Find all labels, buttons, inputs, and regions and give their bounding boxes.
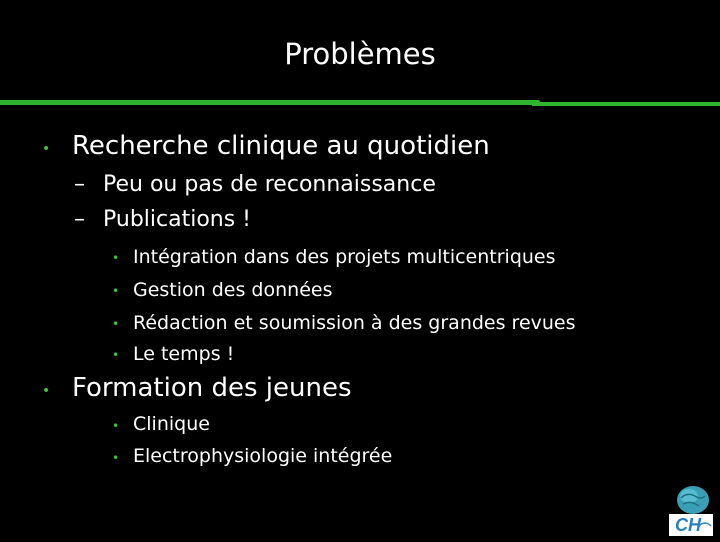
bullet-icon: •	[112, 284, 120, 298]
bullet-recherche-clinique: Recherche clinique au quotidien	[72, 131, 490, 161]
title-underline-right	[532, 102, 720, 106]
bullet-icon: •	[112, 451, 120, 465]
subitem-clinique: Clinique	[133, 413, 210, 435]
bullet-icon: •	[112, 348, 120, 362]
dash-icon: –	[74, 207, 85, 232]
subitem-reconnaissance: Peu ou pas de reconnaissance	[103, 172, 436, 197]
bullet-icon: •	[42, 141, 51, 157]
subsubitem-integration: Intégration dans des projets multicentriques	[133, 246, 556, 268]
bullet-icon: •	[112, 419, 120, 433]
bullet-icon: •	[112, 317, 120, 331]
subsubitem-gestion: Gestion des données	[133, 279, 333, 301]
svg-text:CH: CH	[675, 515, 701, 535]
subsubitem-redaction: Rédaction et soumission à des grandes revues	[133, 312, 576, 334]
ch-logo-icon	[665, 484, 717, 538]
bullet-icon: •	[42, 383, 51, 399]
bullet-formation-jeunes: Formation des jeunes	[72, 373, 352, 403]
subsubitem-temps: Le temps !	[133, 343, 235, 365]
slide-title: Problèmes	[284, 37, 436, 71]
dash-icon: –	[74, 172, 85, 197]
title-underline-left	[0, 100, 540, 105]
bullet-icon: •	[112, 251, 120, 265]
subitem-electrophysiologie: Electrophysiologie intégrée	[133, 445, 393, 467]
subitem-publications: Publications !	[103, 207, 252, 232]
